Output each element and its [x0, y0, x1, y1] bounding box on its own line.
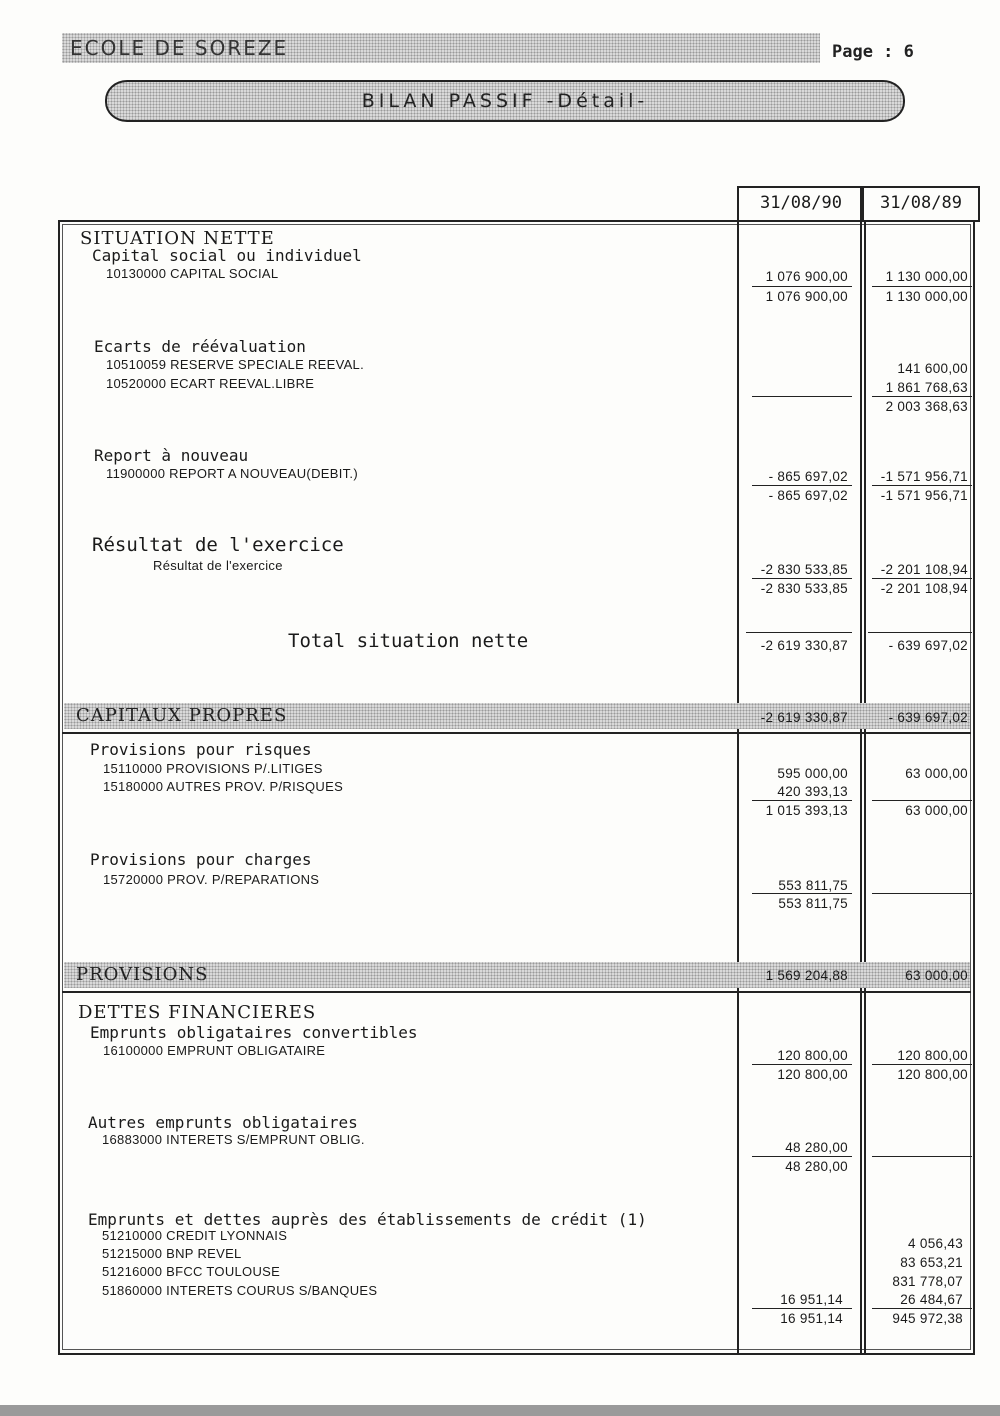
title-banner	[105, 80, 905, 122]
rule	[872, 485, 972, 486]
prov-risques-account-2: 15180000 AUTRES PROV. P/RISQUES	[103, 779, 344, 794]
prov-risques-acc2-1990: 420 393,13	[777, 784, 848, 799]
rule	[752, 893, 852, 894]
capital-acc-1989: 1 130 000,00	[885, 269, 968, 284]
capital-sub-1989: 1 130 000,00	[885, 289, 968, 304]
report-acc-1990: - 865 697,02	[768, 469, 848, 484]
rule	[872, 1064, 972, 1065]
section-title-situation: SITUATION NETTE	[80, 228, 275, 249]
credit-acc2-1989: 83 653,21	[900, 1255, 963, 1270]
rule	[872, 286, 972, 287]
credit-acc3-1989: 831 778,07	[892, 1274, 963, 1289]
capitaux-label: CAPITAUX PROPRES	[76, 705, 288, 726]
oblig-conv-account: 16100000 EMPRUNT OBLIGATAIRE	[103, 1043, 326, 1058]
rule	[872, 800, 972, 801]
prov-charges-acc-1990: 553 811,75	[778, 878, 848, 893]
autres-emprunts-sub-1990: 48 280,00	[785, 1159, 848, 1174]
capitaux-1990: -2 619 330,87	[760, 710, 848, 725]
capital-acc-1990: 1 076 900,00	[765, 269, 848, 284]
total-situation-label: Total situation nette	[288, 630, 529, 652]
rule	[872, 1156, 972, 1157]
divider	[62, 732, 971, 734]
rule	[752, 1064, 852, 1065]
autres-emprunts-label: Autres emprunts obligataires	[88, 1113, 358, 1132]
oblig-conv-acc-1989: 120 800,00	[897, 1048, 968, 1063]
credit-account-4: 51860000 INTERETS COURUS S/BANQUES	[102, 1283, 378, 1298]
capitaux-1989: - 639 697,02	[888, 710, 968, 725]
oblig-conv-label: Emprunts obligataires convertibles	[90, 1023, 418, 1042]
credit-acc4-1989: 26 484,67	[900, 1292, 963, 1307]
oblig-conv-sub-1989: 120 800,00	[897, 1067, 968, 1082]
autres-emprunts-account: 16883000 INTERETS S/EMPRUNT OBLIG.	[102, 1132, 365, 1147]
report-acc-1989: -1 571 956,71	[880, 469, 968, 484]
rule	[752, 578, 852, 579]
credit-sub-1990: 16 951,14	[780, 1311, 843, 1326]
ecarts-sub-1989: 2 003 368,63	[885, 399, 968, 414]
ecarts-acc2-1989: 1 861 768,63	[885, 380, 968, 395]
credit-acc1-1989: 4 056,43	[908, 1236, 963, 1251]
ecarts-label: Ecarts de réévaluation	[94, 337, 306, 356]
prov-risques-sub-1989: 63 000,00	[905, 803, 968, 818]
credit-account-1: 51210000 CREDIT LYONNAIS	[102, 1228, 288, 1243]
divider	[62, 991, 971, 993]
rule	[872, 578, 972, 579]
prov-risques-acc1-1989: 63 000,00	[905, 766, 968, 781]
rule	[752, 485, 852, 486]
capital-account: 10130000 CAPITAL SOCIAL	[106, 266, 279, 281]
prov-charges-sub-1990: 553 811,75	[778, 896, 848, 911]
total-situation-1989: - 639 697,02	[888, 638, 968, 653]
rule	[872, 1308, 972, 1309]
credit-sub-1989: 945 972,38	[892, 1311, 963, 1326]
prov-risques-sub-1990: 1 015 393,13	[765, 803, 848, 818]
rule	[746, 632, 852, 633]
resultat-acc-1990: -2 830 533,85	[760, 562, 848, 577]
document-title: BILAN PASSIF -Détail-	[361, 90, 649, 112]
report-label: Report à nouveau	[94, 446, 249, 465]
credit-account-2: 51215000 BNP REVEL	[102, 1246, 242, 1261]
column-header-1989: 31/08/89	[880, 193, 962, 213]
credit-account-3: 51216000 BFCC TOULOUSE	[102, 1264, 281, 1279]
rule	[868, 632, 972, 633]
report-account: 11900000 REPORT A NOUVEAU(DEBIT.)	[106, 466, 358, 481]
prov-risques-label: Provisions pour risques	[90, 740, 312, 759]
resultat-acc-1989: -2 201 108,94	[880, 562, 968, 577]
rule	[752, 1156, 852, 1157]
oblig-conv-acc-1990: 120 800,00	[777, 1048, 848, 1063]
resultat-sub-1989: -2 201 108,94	[880, 581, 968, 596]
page-number: Page : 6	[832, 42, 914, 62]
prov-charges-label: Provisions pour charges	[90, 850, 312, 869]
prov-charges-account: 15720000 PROV. P/REPARATIONS	[103, 872, 320, 887]
ecarts-acc1-1989: 141 600,00	[897, 361, 968, 376]
total-situation-1990: -2 619 330,87	[760, 638, 848, 653]
ecarts-account-2: 10520000 ECART REEVAL.LIBRE	[106, 376, 315, 391]
provisions-band-label: PROVISIONS	[76, 964, 209, 985]
rule	[752, 800, 852, 801]
provisions-band-1989: 63 000,00	[905, 968, 968, 983]
autres-emprunts-acc-1990: 48 280,00	[785, 1140, 848, 1155]
rule	[752, 286, 852, 287]
capital-sub-1990: 1 076 900,00	[765, 289, 848, 304]
report-sub-1990: - 865 697,02	[768, 488, 848, 503]
resultat-account: Résultat de l'exercice	[153, 558, 283, 573]
oblig-conv-sub-1990: 120 800,00	[777, 1067, 848, 1082]
capital-label: Capital social ou individuel	[92, 246, 362, 265]
ecarts-account-1: 10510059 RESERVE SPECIALE REEVAL.	[106, 357, 365, 372]
rule	[752, 396, 852, 397]
prov-risques-account-1: 15110000 PROVISIONS P/.LITIGES	[103, 761, 323, 776]
column-header-1990: 31/08/90	[760, 193, 842, 213]
rule	[872, 893, 972, 894]
scan-edge	[0, 1405, 1000, 1416]
report-sub-1989: -1 571 956,71	[880, 488, 968, 503]
credit-label: Emprunts et dettes auprès des établissements de crédit (1)	[88, 1210, 647, 1229]
resultat-sub-1990: -2 830 533,85	[760, 581, 848, 596]
credit-acc4-1990: 16 951,14	[780, 1292, 843, 1307]
school-name: ECOLE DE SOREZE	[62, 33, 820, 63]
prov-risques-acc1-1990: 595 000,00	[777, 766, 848, 781]
section-title-dettes: DETTES FINANCIERES	[78, 1002, 317, 1023]
rule	[752, 1308, 852, 1309]
rule	[872, 396, 972, 397]
resultat-label: Résultat de l'exercice	[92, 534, 344, 556]
provisions-band-1990: 1 569 204,88	[765, 968, 848, 983]
